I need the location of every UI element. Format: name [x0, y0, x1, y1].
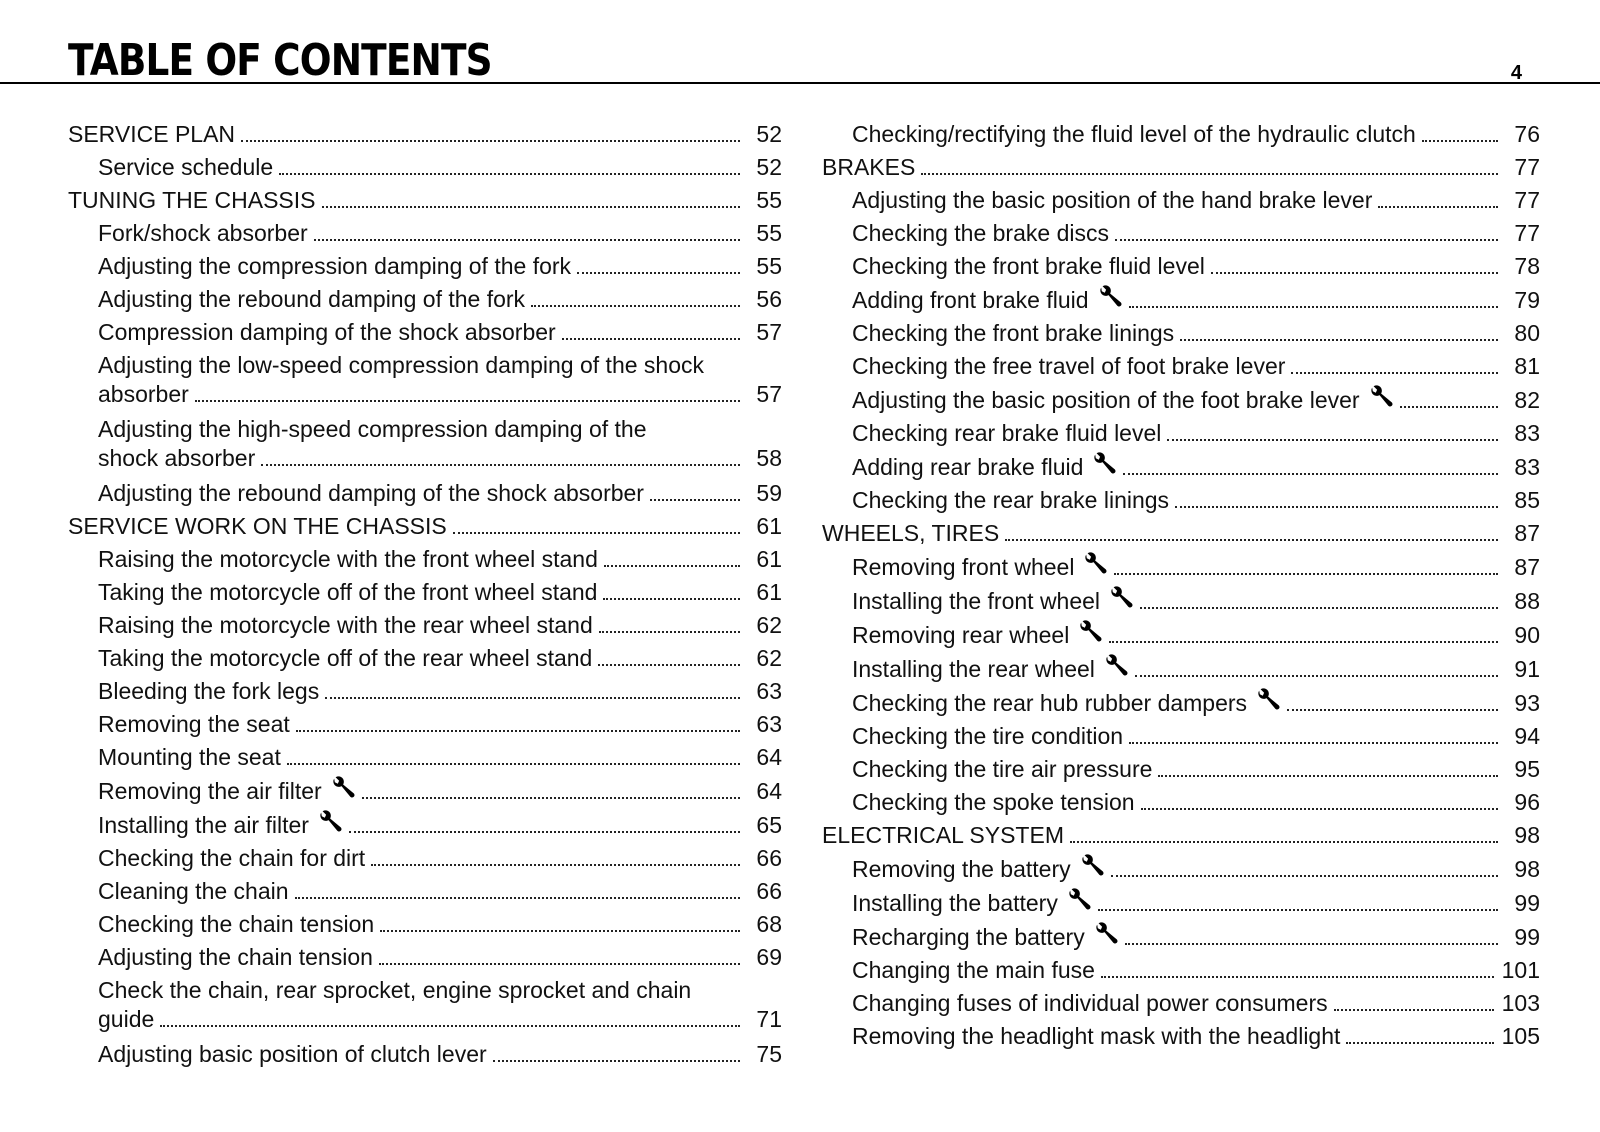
toc-entry-page: 59	[756, 480, 782, 506]
dot-leader	[1180, 339, 1498, 341]
toc-entry-label: Adjusting the low-speed compression damping of the shock	[98, 352, 705, 378]
toc-entry-page: 83	[1514, 420, 1540, 446]
toc-entry-page: 90	[1514, 622, 1540, 648]
toc-entry-label: Service schedule	[98, 154, 274, 180]
toc-entry-page: 95	[1514, 756, 1540, 782]
toc-entry[interactable]	[822, 684, 1540, 718]
toc-entry-label: Adjusting the rebound damping of the shock absorber	[98, 480, 644, 506]
toc-entry-page: 58	[756, 445, 782, 471]
toc-entry-label: Checking the rear brake linings	[852, 487, 1170, 513]
dot-leader	[1135, 675, 1498, 677]
toc-entry[interactable]	[822, 985, 1540, 1018]
toc-entry-page: 81	[1514, 353, 1540, 379]
toc-entry-page: 83	[1514, 454, 1540, 480]
toc-entry-page: 77	[1514, 220, 1540, 246]
toc-entry-label: Adding rear brake fluid	[852, 454, 1084, 480]
toc-entry-label: Checking/rectifying the fluid level of the hydraulic clutch	[852, 121, 1416, 147]
toc-entry-label: Adjusting the rebound damping of the fork	[98, 286, 526, 312]
toc-entry[interactable]	[822, 817, 1540, 850]
toc-entry-label: SERVICE PLAN	[68, 121, 236, 147]
toc-entry-page: 68	[756, 911, 782, 937]
toc-entry[interactable]	[68, 182, 782, 215]
toc-entry[interactable]	[822, 650, 1540, 684]
page-number: 4	[1510, 62, 1522, 84]
toc-entry[interactable]	[68, 541, 782, 574]
dot-leader	[1111, 875, 1498, 877]
toc-entry-page: 80	[1514, 320, 1540, 346]
dot-leader	[1346, 1042, 1493, 1044]
toc-entry[interactable]	[68, 215, 782, 248]
dot-leader	[1175, 506, 1498, 508]
toc-entry[interactable]	[822, 582, 1540, 616]
toc-entry-page: 76	[1514, 121, 1540, 147]
toc-entry-label: Removing front wheel	[852, 554, 1075, 580]
dot-leader	[1140, 607, 1498, 609]
toc-entry[interactable]	[822, 918, 1540, 952]
wrench-icon	[1084, 552, 1108, 576]
toc-entry-label: Adjusting the chain tension	[98, 944, 373, 970]
toc-entry[interactable]	[822, 952, 1540, 985]
toc-entry[interactable]	[822, 482, 1540, 515]
toc-entry-page: 52	[756, 121, 782, 147]
dot-leader	[1109, 641, 1498, 643]
toc-entry[interactable]	[68, 475, 782, 508]
wrench-icon	[1099, 285, 1123, 309]
toc-entry[interactable]	[822, 548, 1540, 582]
toc-entry-label: Installing the rear wheel	[852, 656, 1095, 682]
toc-entry-page: 85	[1514, 487, 1540, 513]
dot-leader	[296, 730, 740, 732]
toc-entry[interactable]	[68, 116, 782, 149]
toc-entry-page: 62	[756, 645, 782, 671]
toc-entry-label: SERVICE WORK ON THE CHASSIS	[68, 513, 447, 539]
toc-entry[interactable]	[68, 607, 782, 640]
toc-entry-page: 56	[756, 286, 782, 312]
dot-leader	[1422, 140, 1498, 142]
toc-entry-label: Taking the motorcycle off of the rear wheel stand	[98, 645, 593, 671]
dot-leader	[371, 864, 740, 866]
toc-entry[interactable]	[68, 706, 782, 739]
toc-entry-label: Checking the chain for dirt	[98, 845, 366, 871]
toc-entry-label: Removing rear wheel	[852, 622, 1070, 648]
toc-entry[interactable]	[68, 351, 782, 411]
toc-entry-label: Removing the headlight mask with the headlight	[852, 1023, 1341, 1049]
dot-leader	[1101, 976, 1494, 978]
dot-leader	[261, 464, 740, 466]
dot-leader	[577, 272, 740, 274]
toc-entry-label: Adjusting the high-speed compression damping of the	[98, 416, 647, 442]
toc-entry[interactable]	[68, 415, 782, 475]
toc-entry[interactable]	[822, 751, 1540, 784]
dot-leader	[349, 831, 740, 833]
toc-entry[interactable]	[822, 315, 1540, 348]
toc-entry[interactable]	[68, 840, 782, 873]
toc-entry[interactable]	[822, 884, 1540, 918]
toc-entry-page: 61	[756, 579, 782, 605]
dot-leader	[1123, 473, 1498, 475]
toc-entry-page: 57	[756, 319, 782, 345]
toc-entry-page: 87	[1514, 554, 1540, 580]
wrench-icon	[1081, 854, 1105, 878]
toc-entry-page: 64	[756, 778, 782, 804]
dot-leader	[562, 338, 740, 340]
wrench-icon	[1257, 688, 1281, 712]
toc-entry-label: Removing the battery	[852, 856, 1071, 882]
toc-entry[interactable]	[822, 281, 1540, 315]
toc-entry-label: Checking the free travel of foot brake lever	[852, 353, 1286, 379]
toc-entry[interactable]	[822, 515, 1540, 548]
dot-leader	[598, 664, 740, 666]
toc-entry-label: Checking rear brake fluid level	[852, 420, 1162, 446]
toc-entry-page: 71	[756, 1006, 782, 1032]
toc-entry-label: Removing the seat	[98, 711, 290, 737]
dot-leader	[1098, 909, 1498, 911]
toc-entry[interactable]	[68, 574, 782, 607]
toc-entry-label: TUNING THE CHASSIS	[68, 187, 316, 213]
dot-leader	[1115, 239, 1498, 241]
toc-entry[interactable]	[68, 806, 782, 840]
wrench-icon	[1095, 922, 1119, 946]
toc-entry[interactable]	[68, 739, 782, 772]
header-rule	[0, 82, 1600, 84]
toc-entry-label: ELECTRICAL SYSTEM	[822, 822, 1064, 848]
toc-entry[interactable]	[822, 116, 1540, 149]
wrench-icon	[1068, 888, 1092, 912]
toc-entry[interactable]	[822, 718, 1540, 751]
toc-entry[interactable]	[68, 673, 782, 706]
dot-leader	[295, 897, 740, 899]
toc-entry-page: 79	[1514, 287, 1540, 313]
toc-entry-page: 88	[1514, 588, 1540, 614]
toc-entry-page: 63	[756, 678, 782, 704]
toc-entry-label: BRAKES	[822, 154, 916, 180]
toc-entry[interactable]	[822, 850, 1540, 884]
toc-entry-label: Checking the tire condition	[852, 723, 1124, 749]
toc-entry-page: 103	[1501, 990, 1540, 1016]
toc-entry-page: 57	[756, 381, 782, 407]
toc-entry-page: 96	[1514, 789, 1540, 815]
dot-leader	[362, 797, 740, 799]
dot-leader	[279, 173, 740, 175]
wrench-icon	[1370, 385, 1394, 409]
toc-entry-label: Changing the main fuse	[852, 957, 1095, 983]
dot-leader	[380, 930, 740, 932]
wrench-icon	[1093, 452, 1117, 476]
toc-entry-page: 101	[1501, 957, 1540, 983]
dot-leader	[1167, 439, 1498, 441]
toc-right-column	[822, 116, 1540, 1051]
dot-leader	[1158, 775, 1498, 777]
toc-entry-page: 98	[1514, 856, 1540, 882]
toc-entry[interactable]	[822, 215, 1540, 248]
toc-entry-label: Checking the chain tension	[98, 911, 375, 937]
dot-leader	[1211, 272, 1498, 274]
dot-leader	[1378, 206, 1498, 208]
toc-entry-page: 61	[756, 513, 782, 539]
wrench-icon	[319, 810, 343, 834]
dot-leader	[1129, 742, 1498, 744]
toc-entry-page: 64	[756, 744, 782, 770]
dot-leader	[1141, 808, 1498, 810]
toc-entry-label: Adjusting the compression damping of the fork	[98, 253, 572, 279]
toc-entry[interactable]	[822, 149, 1540, 182]
toc-entry[interactable]	[822, 1018, 1540, 1051]
dot-leader	[1005, 539, 1498, 541]
dot-leader	[322, 206, 741, 208]
toc-entry-page: 62	[756, 612, 782, 638]
dot-leader	[599, 631, 740, 633]
toc-entry-label: Installing the front wheel	[852, 588, 1101, 614]
toc-entry-label: Removing the air filter	[98, 778, 322, 804]
toc-entry-label: Raising the motorcycle with the front wheel stand	[98, 546, 598, 572]
toc-entry-label: Changing fuses of individual power consumers	[852, 990, 1328, 1016]
toc-entry-label: Fork/shock absorber	[98, 220, 308, 246]
toc-entry[interactable]	[68, 149, 782, 182]
toc-entry[interactable]	[822, 348, 1540, 381]
toc-entry-label: Compression damping of the shock absorber	[98, 319, 556, 345]
toc-entry[interactable]	[822, 784, 1540, 817]
toc-entry[interactable]	[822, 248, 1540, 281]
dot-leader	[314, 239, 740, 241]
toc-entry[interactable]	[68, 906, 782, 939]
dot-leader	[604, 565, 740, 567]
toc-entry-label: Check the chain, rear sprocket, engine sprocket and chain	[98, 977, 692, 1003]
toc-entry-label: Adjusting basic position of clutch lever	[98, 1041, 487, 1067]
wrench-icon	[1110, 586, 1134, 610]
wrench-icon	[1079, 620, 1103, 644]
toc-entry-page: 55	[756, 253, 782, 279]
toc-entry-label: Checking the tire air pressure	[852, 756, 1153, 782]
page-title: TABLE OF CONTENTS	[68, 35, 492, 86]
wrench-icon	[1105, 654, 1129, 678]
dot-leader	[1070, 841, 1498, 843]
toc-entry-page: 78	[1514, 253, 1540, 279]
toc-entry-label: Bleeding the fork legs	[98, 678, 320, 704]
wrench-icon	[332, 776, 356, 800]
toc-entry[interactable]	[68, 248, 782, 281]
toc-entry[interactable]	[68, 873, 782, 906]
toc-entry-page: 69	[756, 944, 782, 970]
dot-leader	[1287, 709, 1498, 711]
toc-entry-label: Checking the brake discs	[852, 220, 1109, 246]
toc-left-column	[68, 116, 782, 1069]
dot-leader	[1400, 406, 1498, 408]
toc-entry[interactable]	[822, 381, 1540, 415]
dot-leader	[453, 532, 740, 534]
toc-entry-label: Checking the front brake fluid level	[852, 253, 1205, 279]
toc-entry-label: Adjusting the basic position of the foot brake lever	[852, 387, 1360, 413]
toc-entry-page: 77	[1514, 187, 1540, 213]
dot-leader	[1129, 306, 1498, 308]
toc-entry-page: 82	[1514, 387, 1540, 413]
toc-entry-label: absorber	[98, 381, 189, 407]
toc-entry-page: 91	[1514, 656, 1540, 682]
toc-entry-page: 99	[1514, 924, 1540, 950]
toc-entry-label: Adjusting the basic position of the hand brake lever	[852, 187, 1373, 213]
toc-entry-page: 77	[1514, 154, 1540, 180]
dot-leader	[379, 963, 740, 965]
toc-entry-page: 94	[1514, 723, 1540, 749]
dot-leader	[531, 305, 740, 307]
toc-entry-label: WHEELS, TIRES	[822, 520, 1000, 546]
toc-entry-page: 66	[756, 878, 782, 904]
toc-entry-label: Checking the rear hub rubber dampers	[852, 690, 1248, 716]
toc-entry-page: 75	[756, 1041, 782, 1067]
toc-entry[interactable]	[68, 281, 782, 314]
toc-entry-label: Installing the air filter	[98, 812, 309, 838]
dot-leader	[325, 697, 740, 699]
toc-entry-label: Adding front brake fluid	[852, 287, 1089, 313]
toc-entry-page: 105	[1501, 1023, 1540, 1049]
dot-leader	[1125, 943, 1498, 945]
toc-entry-page: 87	[1514, 520, 1540, 546]
toc-entry[interactable]	[68, 939, 782, 972]
toc-entry-label: Cleaning the chain	[98, 878, 289, 904]
toc-entry[interactable]	[68, 1036, 782, 1069]
dot-leader	[287, 763, 740, 765]
toc-entry-label: guide	[98, 1006, 155, 1032]
toc-entry-label: Raising the motorcycle with the rear wheel stand	[98, 612, 593, 638]
toc-entry-label: Recharging the battery	[852, 924, 1085, 950]
dot-leader	[160, 1025, 740, 1027]
toc-entry[interactable]	[822, 448, 1540, 482]
toc-entry-page: 61	[756, 546, 782, 572]
dot-leader	[241, 140, 740, 142]
dot-leader	[195, 400, 740, 402]
toc-entry-page: 63	[756, 711, 782, 737]
dot-leader	[1334, 1009, 1494, 1011]
toc-entry-label: Mounting the seat	[98, 744, 281, 770]
toc-entry[interactable]	[68, 772, 782, 806]
toc-entry[interactable]	[68, 640, 782, 673]
toc-entry-page: 52	[756, 154, 782, 180]
toc-entry-label: Taking the motorcycle off of the front wheel stand	[98, 579, 598, 605]
toc-entry-label: shock absorber	[98, 445, 256, 471]
dot-leader	[493, 1060, 740, 1062]
dot-leader	[1114, 573, 1498, 575]
toc-entry-label: Installing the battery	[852, 890, 1058, 916]
toc-entry-label: Checking the spoke tension	[852, 789, 1135, 815]
toc-entry[interactable]	[68, 976, 782, 1036]
toc-entry[interactable]	[822, 616, 1540, 650]
toc-entry[interactable]	[822, 182, 1540, 215]
toc-entry-page: 65	[756, 812, 782, 838]
toc-entry-page: 66	[756, 845, 782, 871]
dot-leader	[603, 598, 740, 600]
toc-entry-page: 99	[1514, 890, 1540, 916]
dot-leader	[1291, 372, 1498, 374]
toc-entry-page: 93	[1514, 690, 1540, 716]
dot-leader	[921, 173, 1498, 175]
toc-entry-page: 55	[756, 220, 782, 246]
toc-entry-page: 98	[1514, 822, 1540, 848]
toc-entry[interactable]	[822, 415, 1540, 448]
dot-leader	[650, 499, 740, 501]
toc-entry[interactable]	[68, 508, 782, 541]
toc-entry[interactable]	[68, 314, 782, 347]
toc-entry-label: Checking the front brake linings	[852, 320, 1175, 346]
toc-entry-page: 55	[756, 187, 782, 213]
